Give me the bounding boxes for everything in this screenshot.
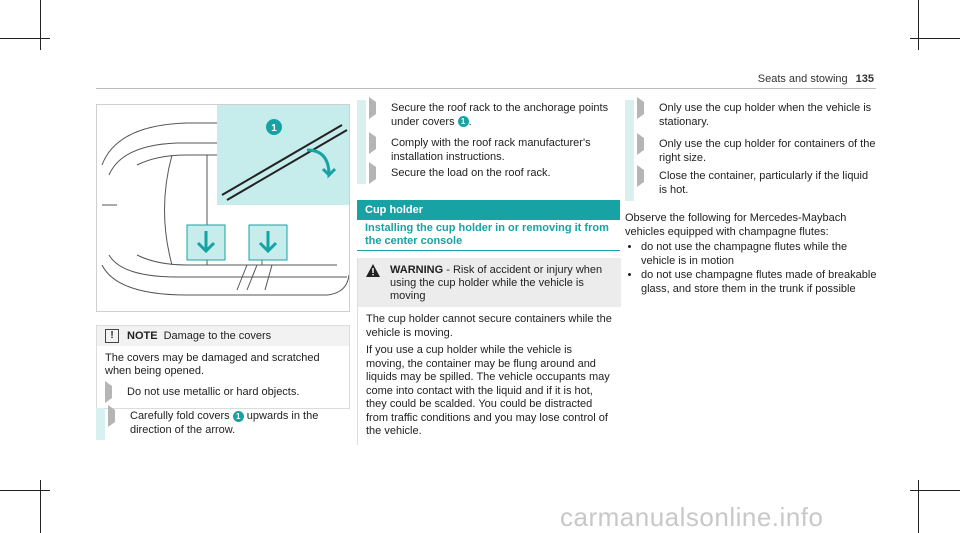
warning-subject: - Risk of accident or injury when using the cup holder while the vehicle is moving bbox=[390, 264, 603, 302]
note-subject: Damage to the covers bbox=[163, 330, 272, 342]
callout-number: 1 bbox=[271, 123, 277, 134]
step-arrow-icon bbox=[105, 381, 112, 403]
size-step bbox=[637, 138, 877, 165]
step-arrow-icon bbox=[369, 132, 376, 154]
section-heading: Cup holder bbox=[357, 200, 620, 220]
step-arrow-icon bbox=[637, 165, 644, 187]
fold-covers-step bbox=[108, 410, 348, 437]
step-text: Only use the cup holder for containers of the right size. bbox=[659, 138, 876, 164]
crop-mark bbox=[40, 0, 41, 50]
warning-header bbox=[358, 258, 621, 307]
list-item: • do not use champagne flutes made of breakable glass, and store them in the trunk if possible bbox=[641, 269, 877, 296]
callout-badge: 1 bbox=[233, 411, 244, 422]
step-bar bbox=[625, 134, 634, 168]
step-text-cont: upwards in the direction of the arrow. bbox=[130, 410, 319, 436]
note-step bbox=[105, 386, 341, 400]
step-text-cont: . bbox=[468, 115, 472, 128]
detail-inset bbox=[217, 105, 349, 205]
sub-heading-rule bbox=[357, 250, 620, 251]
crop-mark bbox=[0, 38, 50, 39]
warning-box bbox=[357, 258, 621, 445]
crop-mark bbox=[918, 480, 919, 533]
step-arrow-icon bbox=[369, 162, 376, 184]
crop-mark bbox=[40, 480, 41, 533]
crop-mark bbox=[918, 0, 919, 50]
note-text: The covers may be damaged and scratched when being opened. bbox=[105, 352, 320, 377]
step-bar bbox=[357, 100, 366, 136]
step-arrow-icon bbox=[369, 97, 376, 119]
close-container-step bbox=[637, 170, 877, 197]
note-box bbox=[96, 325, 350, 409]
note-header bbox=[97, 326, 349, 346]
warning-text-2: If you use a cup holder while the vehicle is moving, the container may be flung around and liquids may be spilled. The vehicle occupants may come into contact with the liquid and if it is hot, they could be scalded. You could be distracted from traffic conditions and you may lose control of the vehicle. bbox=[366, 344, 610, 437]
sub-heading: Installing the cup holder in or removing it from the center console bbox=[365, 222, 609, 247]
warning-text-1: The cup holder cannot secure containers while the vehicle is moving. bbox=[366, 313, 612, 339]
step-bar bbox=[357, 162, 366, 184]
crop-mark bbox=[0, 490, 50, 491]
step-text: Only use the cup holder when the vehicle is stationary. bbox=[659, 102, 872, 128]
step-arrow-icon bbox=[637, 97, 644, 119]
exclamation-icon: ! bbox=[105, 329, 119, 343]
car-roof-drawing bbox=[97, 105, 349, 311]
secure-rack-step bbox=[369, 102, 619, 129]
flutes-list bbox=[625, 241, 877, 297]
header-rule bbox=[96, 88, 876, 89]
step-text: Carefully fold covers bbox=[130, 410, 230, 422]
secure-load-step bbox=[369, 167, 619, 181]
step-text: Comply with the roof rack manufacturer's installation instructions. bbox=[391, 137, 591, 163]
warning-triangle-icon bbox=[366, 264, 380, 277]
note-title: NOTE bbox=[127, 330, 158, 342]
step-bar bbox=[625, 100, 634, 134]
note-step-text: Do not use metallic or hard objects. bbox=[127, 386, 300, 398]
step-bar bbox=[625, 167, 634, 201]
callout-badge: 1 bbox=[458, 116, 469, 127]
list-item: • do not use the champagne flutes while the vehicle is in motion bbox=[641, 241, 877, 268]
stationary-step bbox=[637, 102, 877, 129]
section-name: Seats and stowing bbox=[757, 73, 848, 85]
step-arrow-icon bbox=[108, 405, 115, 427]
step-text: Close the container, particularly if the liquid is hot. bbox=[659, 170, 869, 196]
step-bar bbox=[96, 408, 105, 440]
step-arrow-icon bbox=[637, 133, 644, 155]
page-number: 135 bbox=[855, 73, 874, 85]
watermark: carmanualsonline.info bbox=[560, 502, 824, 532]
step-text: Secure the load on the roof rack. bbox=[391, 167, 551, 179]
warning-label: WARNING bbox=[390, 264, 444, 276]
step-text: Secure the roof rack to the anchorage points under covers bbox=[391, 102, 609, 128]
comply-step bbox=[369, 137, 619, 164]
page-header bbox=[758, 73, 874, 85]
car-roof-illustration bbox=[96, 104, 350, 312]
flutes-intro: Observe the following for Mercedes-Maybach vehicles equipped with champagne flutes: bbox=[625, 212, 847, 238]
